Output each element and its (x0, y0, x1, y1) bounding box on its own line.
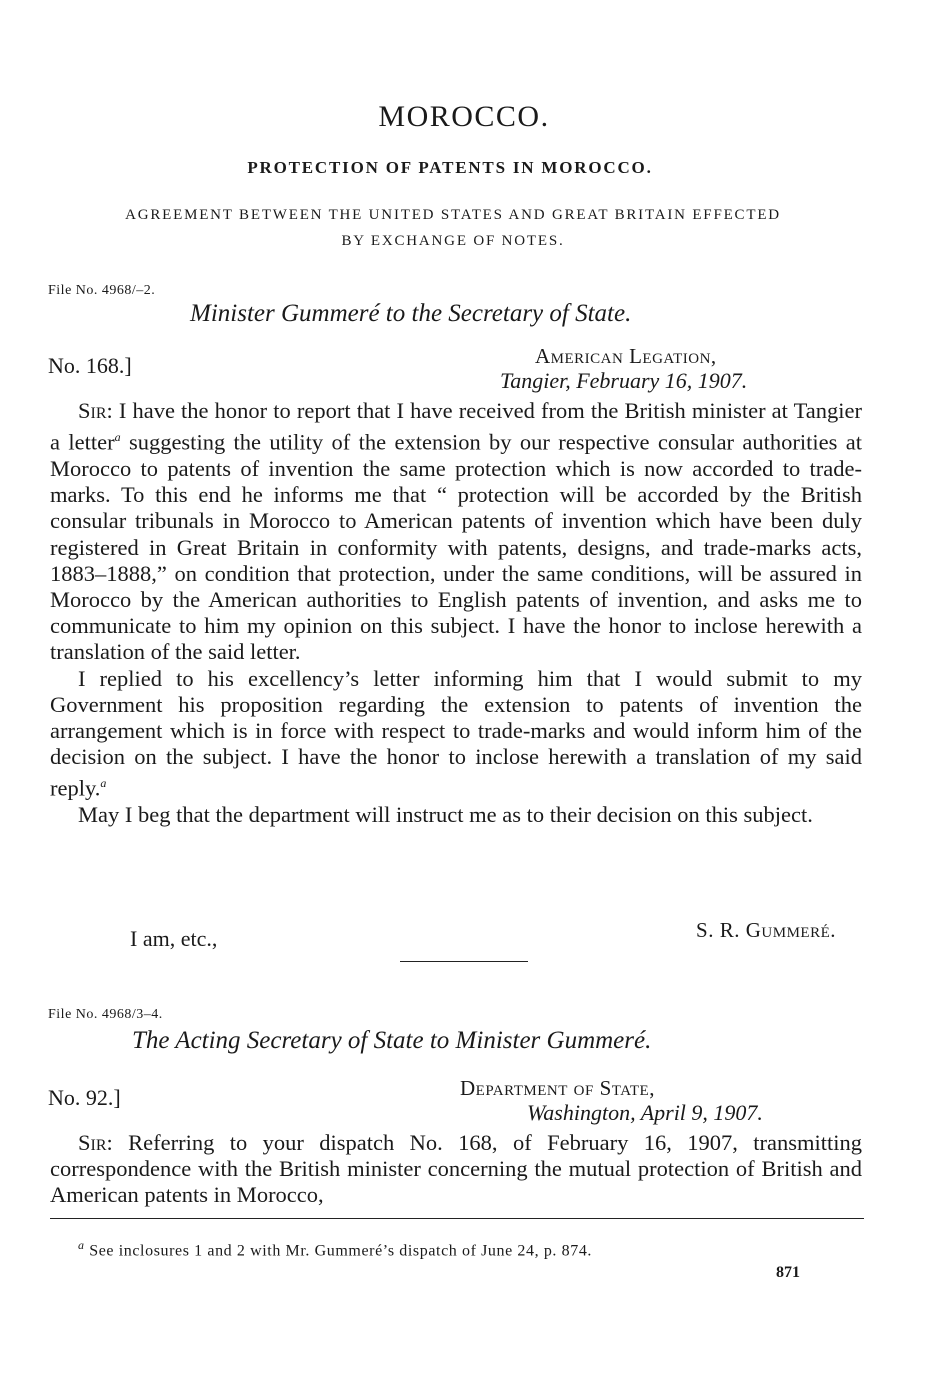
letter1-place-line-2: Tangier, February 16, 1907. (500, 368, 748, 393)
agreement-heading (46, 202, 860, 254)
letter1-paragraph-1 (50, 398, 862, 666)
footnote-divider (50, 1218, 864, 1219)
footnote-marker-a: a (114, 430, 121, 445)
document-subtitle: PROTECTION OF PATENTS IN MOROCCO. (247, 158, 653, 177)
letter2-heading: The Acting Secretary of State to Minister Gummeré. (132, 1027, 652, 1054)
section-divider (400, 961, 528, 962)
letter1-salutation: Sir (78, 398, 107, 423)
letter1-heading: Minister Gummeré to the Secretary of State. (190, 300, 632, 327)
letter1-paragraph-2 (50, 666, 862, 803)
letter1-p1-text-a: : I have the honor to report that I have received from the British minister at Tangier a letter (50, 398, 862, 455)
letter1-number: No. 168.] (48, 353, 132, 378)
letter2-p1-text: : Referring to your dispatch No. 168, of February 16, 1907, transmitting correspondence with the British minister concerning the mutual protection of British and American patents in Morocco, (50, 1130, 862, 1208)
footnote-marker: a (78, 1238, 85, 1252)
letter2-number: No. 92.] (48, 1085, 121, 1110)
agreement-line-1: AGREEMENT BETWEEN THE UNITED STATES AND GREAT BRITAIN EFFECTED (125, 207, 781, 223)
letter1-file-no: File No. 4968/–2. (48, 283, 156, 298)
letter2-paragraph-1 (50, 1130, 862, 1209)
letter1-place-line-1: American Legation, (535, 344, 717, 368)
letter1-p1-text-b: suggesting the utility of the extension by our respective consular authorities at Morocco to patents of invention the same protection which is now accorded to trade-marks. To this end he informs me that “ protection will be accorded by the British consular tribunals in Morocco to American patents of invention which have been duly registered in Great Britain in conformity with patents, designs, and trade-marks acts, 1883–1888,” on condition that protection, under the same conditions, will be assured in Morocco by the American authorities to English patents of invention, and asks me to communicate to him my opinion on this subject. I have the honor to inclose herewith a translation of the said letter. (50, 429, 862, 665)
letter1-paragraph-3 (50, 802, 862, 828)
agreement-line-2: BY EXCHANGE OF NOTES. (341, 233, 565, 249)
letter1-signature: S. R. Gummeré. (696, 918, 836, 942)
page-number: 871 (776, 1264, 800, 1281)
letter2-body (50, 1130, 862, 1209)
document-title: MOROCCO. (378, 100, 550, 133)
footnote-marker-a: a (100, 776, 107, 791)
letter1-p3-text: May I beg that the department will instruct me as to their decision on this subject. (78, 802, 813, 828)
letter1-p2-text: I replied to his excellency’s letter informing him that I would submit to my Government his proposition regarding the extension to patents of invention the arrangement which is in force with respect to trade-marks and would inform him of the decision on the subject. I have the honor to inclose herewith a translation of my said reply. (50, 665, 862, 801)
footnote-text: See inclosures 1 and 2 with Mr. Gummeré’s dispatch of June 24, p. 874. (84, 1242, 593, 1260)
letter2-place-line-1: Department of State, (460, 1076, 655, 1100)
footnote (78, 1238, 592, 1260)
letter1-body (50, 398, 862, 828)
letter2-place-line-2: Washington, April 9, 1907. (527, 1100, 763, 1125)
letter2-file-no: File No. 4968/3–4. (48, 1007, 163, 1022)
letter1-closing: I am, etc., (130, 926, 218, 951)
letter2-salutation: Sir (78, 1130, 107, 1155)
